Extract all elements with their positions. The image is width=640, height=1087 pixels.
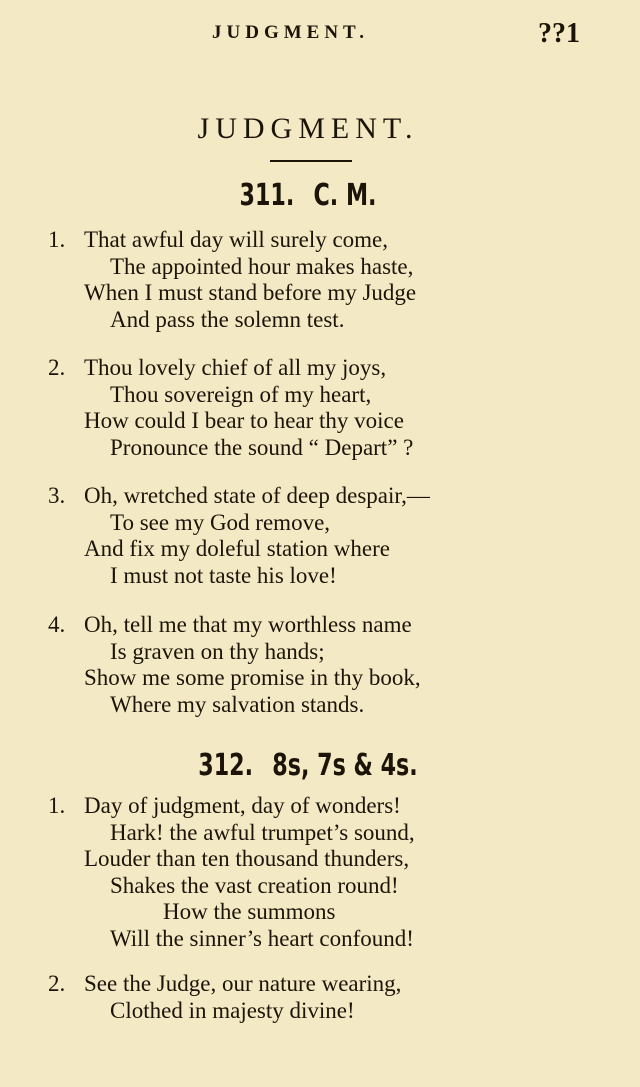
line-text: Show me some promise in thy book, bbox=[84, 665, 421, 691]
line-text: Is graven on thy hands; bbox=[110, 638, 325, 664]
stanza-number: 1. bbox=[48, 227, 66, 252]
running-head bbox=[0, 18, 616, 49]
line-text: How could I bear to hear thy voice bbox=[84, 408, 404, 434]
line-text: Oh, wretched state of deep despair,— bbox=[84, 483, 430, 508]
line-text: Louder than ten thousand thunders, bbox=[84, 846, 410, 872]
hymn-number: 312. bbox=[198, 748, 254, 783]
line-text: And fix my doleful station where bbox=[84, 536, 390, 562]
section-title: JUDGMENT. bbox=[197, 112, 419, 145]
line-text: I must not taste his love! bbox=[110, 562, 337, 588]
line-text: See the Judge, our nature wearing, bbox=[84, 971, 402, 996]
line-text: When I must stand before my Judge bbox=[84, 280, 417, 306]
hymn-meter: C. M. bbox=[313, 178, 377, 213]
line-text: Clothed in majesty divine! bbox=[110, 997, 355, 1023]
line-text: That awful day will surely come, bbox=[84, 227, 389, 252]
line-text: Day of judgment, day of wonders! bbox=[84, 793, 401, 818]
stanza-number: 1. bbox=[48, 793, 66, 818]
line-text: Thou lovely chief of all my joys, bbox=[84, 355, 387, 380]
hymn-heading bbox=[80, 178, 536, 213]
stanza-number: 3. bbox=[48, 483, 66, 508]
running-title: JUDGMENT. bbox=[212, 22, 370, 43]
line-text: Shakes the vast creation round! bbox=[110, 872, 399, 898]
line-text: Thou sovereign of my heart, bbox=[110, 381, 372, 407]
line-text: Will the sinner’s heart confound! bbox=[110, 925, 414, 951]
page-number: ??1 bbox=[538, 18, 580, 49]
line-text: And pass the solemn test. bbox=[110, 306, 345, 332]
stanza-number: 4. bbox=[48, 612, 66, 637]
hymn-heading bbox=[80, 748, 536, 783]
hymn-number: 311. bbox=[239, 178, 295, 213]
line-text: The appointed hour makes haste, bbox=[110, 253, 414, 279]
line-text: To see my God remove, bbox=[110, 509, 331, 535]
title-rule bbox=[270, 160, 352, 162]
stanza-number: 2. bbox=[48, 355, 66, 380]
stanza-number: 2. bbox=[48, 971, 66, 996]
line-text: How the summons bbox=[163, 899, 336, 925]
line-text: Where my salvation stands. bbox=[110, 691, 365, 717]
line-text: Oh, tell me that my worthless name bbox=[84, 612, 412, 637]
line-text: Hark! the awful trumpet’s sound, bbox=[110, 819, 415, 845]
line-text: Pronounce the sound “ Depart” ? bbox=[110, 434, 414, 460]
hymn-meter: 8s, 7s & 4s. bbox=[272, 748, 418, 783]
